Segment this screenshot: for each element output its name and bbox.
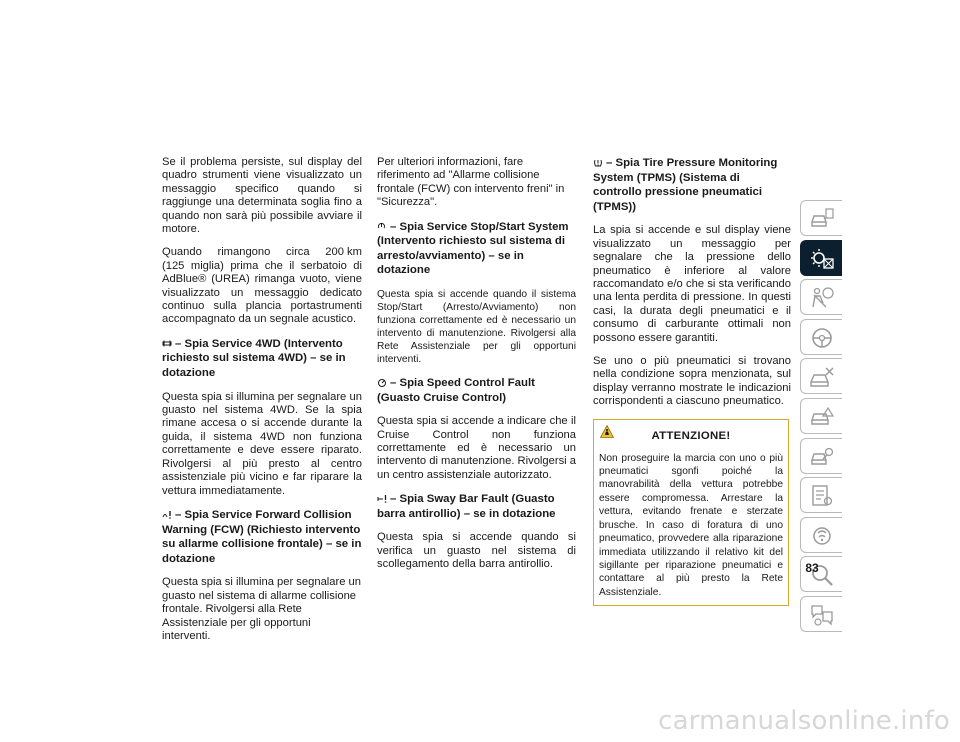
paragraph: Se il problema persiste, sul display del quadro strumenti viene visualizzato un messaggio specifico quando si raggiunge una determinata soglia fino a quando non sarà più possibile avviare il motore.	[162, 156, 362, 236]
column-2	[377, 156, 576, 582]
emergency-icon	[809, 404, 835, 430]
car-info-icon	[809, 206, 835, 232]
word: 200 km	[325, 246, 362, 259]
fcw-service-icon	[162, 510, 172, 519]
warning-text: Non proseguire la marcia con uno o più pneumatici sgonfi poiché la manovrabilità della vettura potrebbe essere compromessa. Arrestare la vettura, evitando frenate e sterzate brusche. In caso di foratura di uno pneumatico, provvedere alla riparazione immediata utilizzando il relativo kit del sigillante per riparazione pneumatici e contattare al più presto la Rete Assistenziale.	[599, 452, 783, 598]
column-3	[593, 156, 791, 606]
paragraph	[162, 246, 362, 326]
page-number: 83	[805, 561, 819, 575]
tab-service[interactable]	[800, 438, 842, 474]
language-icon	[809, 602, 835, 628]
warning-box	[593, 419, 789, 606]
driving-icon	[809, 364, 835, 390]
steering-wheel-icon	[809, 325, 835, 351]
speed-control-fault-icon	[377, 378, 387, 387]
tab-multimedia[interactable]	[800, 517, 842, 553]
paragraph: Per ulteriori informazioni, fare riferimento ad "Allarme collisione frontale (FCW) con intervento freni" in "Sicurezza".	[377, 156, 565, 209]
heading-fcw	[162, 508, 362, 566]
warning-title: ATTENZIONE!	[651, 429, 731, 442]
paragraph: Questa spia si illumina per segnalare un guasto nel sistema 4WD. Se la spia rimane accesa o si accende durante la guida, il sistema 4WD non funziona correttamente e deve essere riparato. Rivolgersi al più presto al centro assistenziale più vicino e far riparare la vettura immediatamente.	[162, 390, 362, 497]
word: rimangono	[217, 246, 271, 259]
tab-safety[interactable]	[800, 279, 842, 315]
stop-start-service-icon	[377, 222, 387, 231]
heading-tpms	[593, 156, 791, 214]
multimedia-icon	[809, 523, 835, 549]
column-1	[162, 156, 362, 653]
tab-starting-driving[interactable]	[800, 319, 842, 355]
word: Quando	[162, 246, 202, 259]
warning-header	[594, 420, 788, 448]
tab-language[interactable]	[800, 596, 842, 632]
safety-icon	[809, 285, 835, 311]
4wd-service-icon	[162, 339, 172, 348]
tab-emergency[interactable]	[800, 398, 842, 434]
paragraph: La spia si accende e sul display viene visualizzato un messaggio per segnalare che la pressione dello pneumatico è inferiore al valore raccomandato e/o che si sta verificando una lenta perdita di pressione. In questi casi, la durata degli pneumatici e il consumo di carburante ottimali non possono essere garantiti.	[593, 224, 791, 344]
heading-text: – Spia Service Stop/Start System (Intervento richiesto sul sistema di arresto/avviamento) – se in dotazione	[377, 220, 569, 277]
warning-lights-icon	[809, 246, 835, 272]
specifications-icon	[809, 483, 835, 509]
paragraph: Questa spia si accende a indicare che il Cruise Control non funziona correttamente ed è necessario un intervento di manutenzione. Rivolgersi a un centro assistenziale autorizzato.	[377, 415, 576, 481]
tpms-icon	[593, 158, 603, 167]
heading-speed-control	[377, 376, 576, 405]
heading-text: – Spia Speed Control Fault (Guasto Cruise Control)	[377, 377, 535, 404]
word: circa	[286, 246, 310, 259]
tab-warning-lights[interactable]	[800, 240, 842, 276]
paragraph: Questa spia si accende quando si verifica un guasto nel sistema di scollegamento della barra antirollio.	[377, 531, 576, 571]
paragraph: Se uno o più pneumatici si trovano nella condizione sopra menzionata, sul display verranno mostrate le indicazioni corrispondenti a ciascuno pneumatico.	[593, 355, 791, 408]
heading-stop-start	[377, 220, 576, 278]
heading-text: – Spia Service Forward Collision Warning (FCW) (Richiesto intervento su allarme collisione frontale) – se in dotazione	[162, 508, 362, 565]
sway-bar-fault-icon	[377, 494, 387, 503]
heading-text: – Spia Tire Pressure Monitoring System (TPMS) (Sistema di controllo pressione pneumatici (TPMS))	[593, 157, 778, 213]
heading-text: – Spia Sway Bar Fault (Guasto barra antirollio) – se in dotazione	[377, 493, 556, 520]
tab-driving[interactable]	[800, 358, 842, 394]
heading-text: – Spia Service 4WD (Intervento richiesto sul sistema 4WD) – se in dotazione	[162, 337, 346, 380]
tab-specifications[interactable]	[800, 477, 842, 513]
service-icon	[809, 444, 835, 470]
heading-sway-bar	[377, 492, 576, 521]
paragraph: Questa spia si accende quando il sistema Stop/Start (Arresto/Avviamento) non funziona correttamente ed è necessario un intervento di manutenzione. Rivolgersi alla Rete Assistenziale per gli opportuni interventi.	[377, 289, 576, 365]
heading-4wd	[162, 337, 362, 381]
warning-triangle-icon	[600, 425, 614, 438]
paragraph: Questa spia si illumina per segnalare un guasto nel sistema di allarme collisione frontale. Rivolgersi alla Rete Assistenziale per gli opportuni interventi.	[162, 576, 361, 642]
paragraph-text: (125 miglia) prima che il serbatoio di AdBlue® (UREA) rimanga vuoto, viene visualizzato un messaggio dedicato continuo sulla plancia portastrumenti accompagnato da un segnale acustico.	[162, 259, 362, 326]
watermark: carmanualsonline.info	[658, 706, 950, 736]
tab-car-info[interactable]	[800, 200, 842, 236]
